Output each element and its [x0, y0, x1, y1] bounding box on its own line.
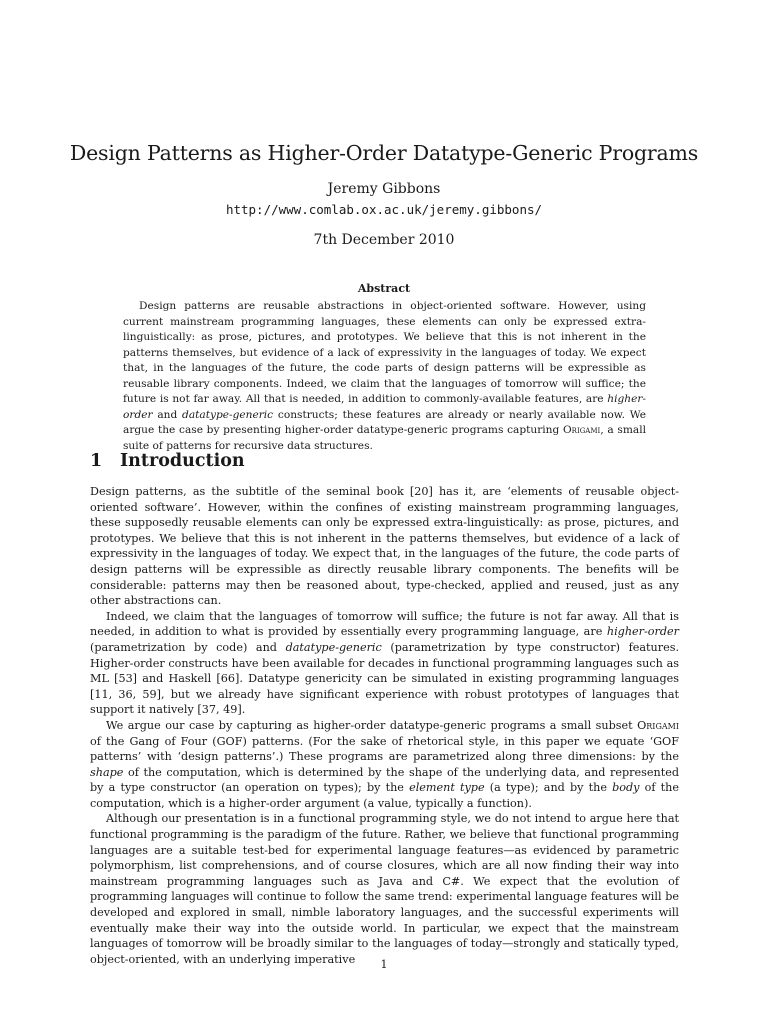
section-title: Introduction	[120, 451, 245, 471]
section-body	[90, 484, 679, 967]
paragraph-1: Design patterns, as the subtitle of the seminal book [20] has it, are ‘elements of reusable object-oriented software’. However, within the confines of existing mainstream programming languages, these supposedly reusable elements can only be expressed extra-linguistically: as prose, pictures, and prototypes. We believe that this is not inherent in the patterns themselves, but evidence of a lack of expressivity in the languages of today. We expect that, in the languages of the future, the code parts of design patterns will be expressible as directly reusable library components. The benefits will be considerable: patterns may then be reasoned about, type-checked, applied and reused, just as any other abstractions can.	[90, 485, 679, 608]
paragraph-4: Although our presentation is in a functional programming style, we do not intend to argue here that functional programming is the paradigm of the future. Rather, we believe that functional programming languages are a suitable test-bed for experimental language features—as evidenced by parametric polymorphism, list comprehensions, and of course closures, which are all now finding their way into mainstream programming languages such as Java and C#. We expect that the evolution of programming languages will continue to follow the same trend: experimental language features will be developed and explored in small, nimble laboratory languages, and the successful experiments will eventually make their way into the outside world. In particular, we expect that the mainstream languages of tomorrow will be broadly similar to the languages of today—strongly and statically typed, object-oriented, with an underlying imperative	[90, 812, 679, 966]
emph-shape: shape	[90, 765, 124, 779]
abstract-origami: Origami	[563, 424, 601, 436]
page-number: 1	[380, 958, 388, 971]
author-name: Jeremy Gibbons	[327, 181, 441, 197]
abstract-emph-datatype-generic: datatype-generic	[182, 408, 274, 421]
emph-body: body	[612, 781, 640, 795]
paper-title: Design Patterns as Higher-Order Datatype-Generic Programs	[69, 141, 699, 165]
author-url[interactable]: http://www.comlab.ox.ac.uk/jeremy.gibbons/	[225, 202, 543, 217]
origami-name: Origami	[637, 718, 679, 732]
abstract-text: Design patterns are reusable abstractions in object-oriented software. However, using current mainstream programming languages, these elements can only be expressed extra-linguistically: as prose, pictures, and prototypes. We believe that this is not inherent in the patterns themselves, but evidence of a lack of expressivity in the languages of today. We expect that, in the languages of the future, the code parts of design patterns will be expressible as reusable library components. Indeed, we claim that the languages of tomorrow will suffice; the future is not far away. All that is needed, in addition to commonly-available features, are higher-order and datatype-generic constructs; these features are already or nearly available now. We argue the case by presenting higher-order datatype-generic programs capturing Origami, a small suite of patterns for recursive data structures.	[123, 300, 647, 452]
emph-element-type: element type	[409, 781, 485, 795]
paragraph-2: Indeed, we claim that the languages of tomorrow will suffice; the future is not far away. All that is needed, in addition to what is provided by essentially every programming language, are higher-order (parametrization by code) and datatype-generic (parametrization by type constructor) features. Higher-order constructs have been available for decades in functional programming languages such as ML [53] and Haskell [66]. Datatype genericity can be simulated in existing programming languages [11, 36, 59], but we already have significant experience with robust prototypes of languages that support it natively [37, 49].	[90, 609, 680, 717]
emph-higher-order: higher-order	[606, 625, 679, 639]
section-heading	[90, 451, 690, 471]
abstract-emph-higher-order: higher-order	[123, 393, 647, 421]
abstract-heading: Abstract	[357, 282, 411, 295]
section-number: 1	[90, 451, 103, 471]
emph-datatype-generic: datatype-generic	[285, 640, 382, 654]
paragraph-3: We argue our case by capturing as higher-order datatype-generic programs a small subset Origami of the Gang of Four (GOF) patterns. (For the sake of rhetorical style, in this paper we equate ‘GOF patterns’ with ‘design patterns’.) These programs are parametrized along three dimensions: by the shape of the computation, which is determined by the shape of the underlying data, and represented by a type constructor (an operation on types); by the element type (a type); and by the body of the computation, which is a higher-order argument (a value, typically a function).	[90, 718, 680, 810]
paper-date: 7th December 2010	[313, 232, 455, 248]
